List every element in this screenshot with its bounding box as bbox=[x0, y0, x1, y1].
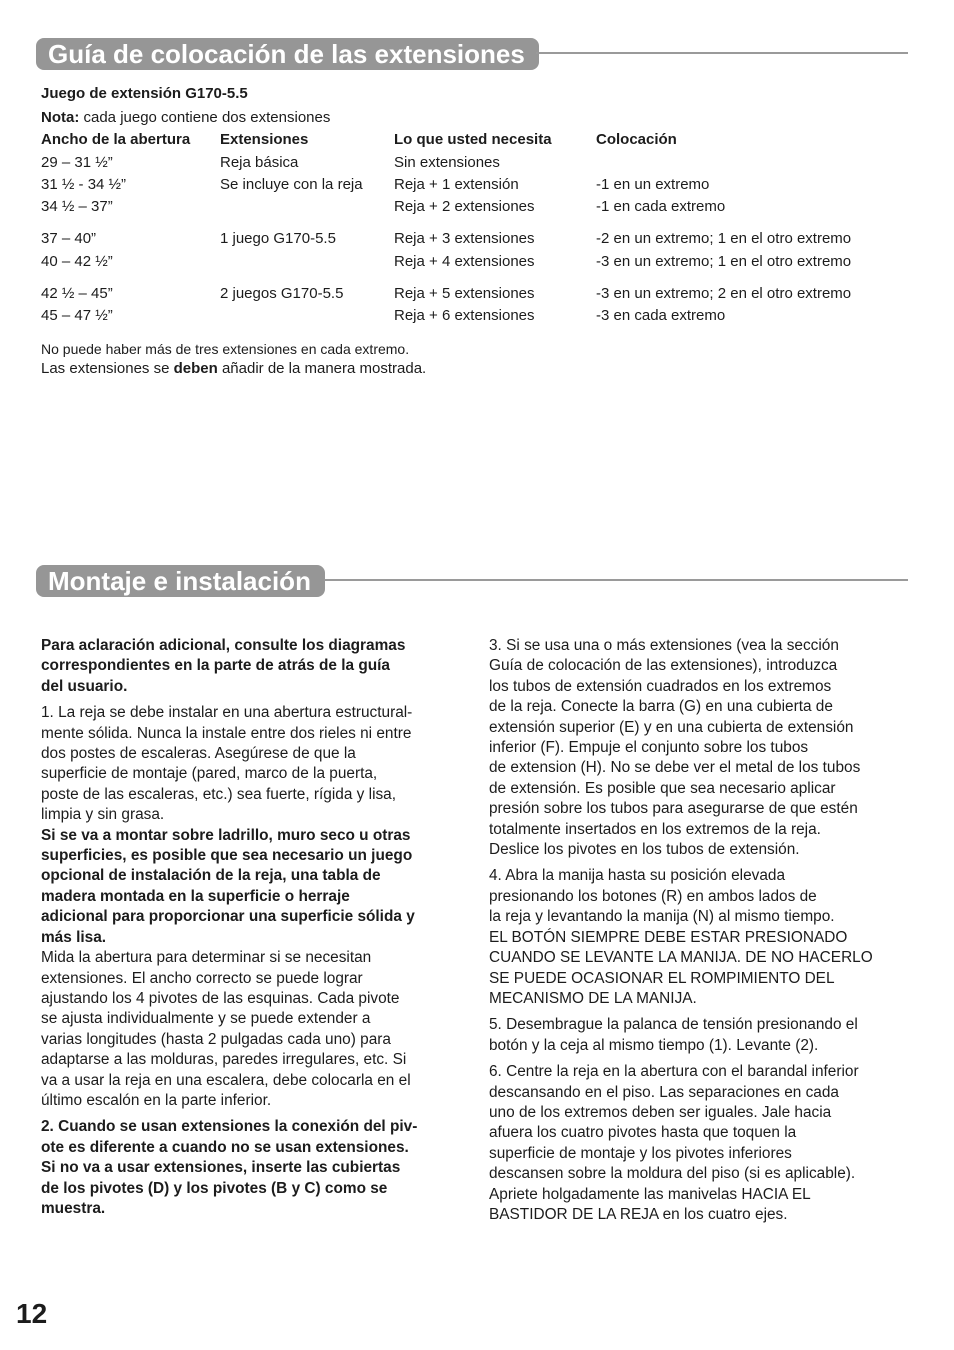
footnote-post: añadir de la manera mostrada. bbox=[217, 360, 427, 377]
table-row bbox=[41, 284, 901, 304]
cell-extensions: Se incluye con la reja bbox=[220, 176, 363, 193]
step-5: 5. Desembrague la palanca de tensión presionando el botón y la ceja al mismo tiempo (1). Levante (2). bbox=[489, 1016, 858, 1054]
note-label: Nota: bbox=[41, 109, 80, 126]
table-row bbox=[41, 306, 901, 326]
page-number: 12 bbox=[16, 1298, 48, 1329]
step-1-warning: Si se va a montar sobre ladrillo, muro seco u otras superficies, es posible que sea necesario un juego opcional de instalación de la reja, una tabla de madera montada en la superficie o herraje adicional para proporcionar una superficie sólida y más lisa. bbox=[41, 826, 415, 946]
cell-need: Reja + 4 extensiones bbox=[394, 253, 535, 270]
cell-width: 40 – 42 ½” bbox=[41, 253, 113, 270]
footnote-bold: deben bbox=[173, 360, 218, 377]
section-title: Montaje e instalación bbox=[36, 565, 325, 597]
cell-need: Reja + 3 extensiones bbox=[394, 230, 535, 247]
header-placement: Colocación bbox=[596, 131, 677, 148]
step-3: 3. Si se usa una o más extensiones (vea la sección Guía de colocación de las extensiones), introduzca los tubos de extensión cuadrados en los extremos de la reja. Conecte la barra (G) en una cubierta de extensión superior (E) y en una cubierta de extensión inferior (F). Empuje el conjunto sobre los tubos de extension (H). No se debe ver el metal de los tubos de extensión. Es posible que sea necesario aplicar presión sobre los tubos para asegurarse de que estén totalmente insertados en los extremos de la reja. Deslice los pivotes en los tubos de extensión. bbox=[489, 637, 861, 859]
cell-width: 29 – 31 ½” bbox=[41, 154, 113, 171]
footnote-pre: Las extensiones se bbox=[41, 360, 174, 377]
section-header-extensions bbox=[36, 38, 908, 72]
cell-width: 34 ½ – 37” bbox=[41, 198, 113, 215]
cell-placement: -2 en un extremo; 1 en el otro extremo bbox=[596, 230, 852, 247]
cell-extensions: 2 juegos G170-5.5 bbox=[220, 285, 344, 302]
cell-placement: -1 en un extremo bbox=[596, 176, 710, 193]
table-row bbox=[41, 252, 901, 272]
table-row bbox=[41, 175, 901, 195]
cell-placement: -3 en cada extremo bbox=[596, 307, 726, 324]
header-extensions: Extensiones bbox=[220, 131, 309, 148]
table-row bbox=[41, 153, 901, 173]
left-column bbox=[41, 636, 459, 1225]
step-2: 2. Cuando se usan extensiones la conexión del piv- ote es diferente a cuando no se usan extensiones. Si no va a usar extensiones, inserte las cubiertas de los pivotes (D) y los pivotes (B y C) como se muestra. bbox=[41, 1118, 418, 1217]
header-rule bbox=[324, 579, 908, 581]
step-4: 4. Abra la manija hasta su posición elevada presionando los botones (R) en ambos lados de la reja y levantando la manija (N) al mismo tiempo. EL BOTÓN SIEMPRE DEBE ESTAR PRESIONADO CUANDO SE LEVANTE LA MANIJA. DE NO HACERLO SE PUEDE OCASIONAR EL ROMPIMIENTO DEL MECANISMO DE LA MANIJA. bbox=[489, 867, 873, 1007]
cell-placement: -1 en cada extremo bbox=[596, 198, 726, 215]
cell-need: Sin extensiones bbox=[394, 154, 500, 171]
section-title: Guía de colocación de las extensiones bbox=[36, 38, 539, 70]
step-6: 6. Centre la reja en la abertura con el barandal inferior descansando en el piso. Las separaciones en cada uno de los extremos deben ser iguales. Jale hacia afuera los cuatro pivotes hasta que toquen la superficie de montaje y los pivotes inferiores descansen sobre la moldura del piso (si es aplicable). Apriete holgadamente las manivelas HACIA EL BASTIDOR DE LA REJA en los cuatro ejes. bbox=[489, 1063, 859, 1223]
header-what-you-need: Lo que usted necesita bbox=[394, 131, 552, 148]
kit-title: Juego de extensión G170-5.5 bbox=[41, 85, 248, 102]
right-column bbox=[489, 636, 909, 1231]
cell-placement: -3 en un extremo; 2 en el otro extremo bbox=[596, 285, 852, 302]
table-row bbox=[41, 229, 901, 249]
section-header-installation bbox=[36, 565, 908, 599]
cell-width: 37 – 40” bbox=[41, 230, 97, 247]
cell-width: 31 ½ - 34 ½” bbox=[41, 176, 127, 193]
header-rule bbox=[536, 52, 908, 54]
table-row bbox=[41, 197, 901, 217]
header-opening-width: Ancho de la abertura bbox=[41, 131, 191, 148]
footnote-max-extensions: No puede haber más de tres extensiones en cada extremo. bbox=[41, 341, 410, 357]
cell-placement: -3 en un extremo; 1 en el otro extremo bbox=[596, 253, 852, 270]
note bbox=[41, 108, 330, 128]
cell-extensions: 1 juego G170-5.5 bbox=[220, 230, 336, 247]
cell-need: Reja + 1 extensión bbox=[394, 176, 519, 193]
cell-need: Reja + 2 extensiones bbox=[394, 198, 535, 215]
intro-paragraph: Para aclaración adicional, consulte los diagramas correspondientes en la parte de atrás de la guía del usuario. bbox=[41, 637, 406, 695]
step-1: 1. La reja se debe instalar en una abertura estructural- mente sólida. Nunca la instale entre dos rieles ni entre dos postes de escaleras. Asegúrese de que la superficie de montaje (pared, marco de la puerta, poste de las escaleras, etc.) sea fuerte, rígida y lisa, limpia y sin grasa. bbox=[41, 704, 413, 824]
footnote-must-add bbox=[41, 359, 426, 379]
cell-width: 45 – 47 ½” bbox=[41, 307, 113, 324]
cell-need: Reja + 5 extensiones bbox=[394, 285, 535, 302]
note-text: cada juego contiene dos extensiones bbox=[79, 109, 331, 126]
cell-need: Reja + 6 extensiones bbox=[394, 307, 535, 324]
step-1-continued: Mida la abertura para determinar si se necesitan extensiones. El ancho correcto se puede lograr ajustando los 4 pivotes de las esquinas. Cada pivote se ajusta individualmente y se puede extender a varias longitudes (hasta 2 pulgadas cada uno) para adaptarse a las molduras, paredes irregulares, etc. Si va a usar la reja en una escalera, debe colocarla en el último escalón en la parte inferior. bbox=[41, 949, 411, 1109]
cell-extensions: Reja básica bbox=[220, 154, 299, 171]
cell-width: 42 ½ – 45” bbox=[41, 285, 113, 302]
table-header-row bbox=[41, 130, 901, 150]
